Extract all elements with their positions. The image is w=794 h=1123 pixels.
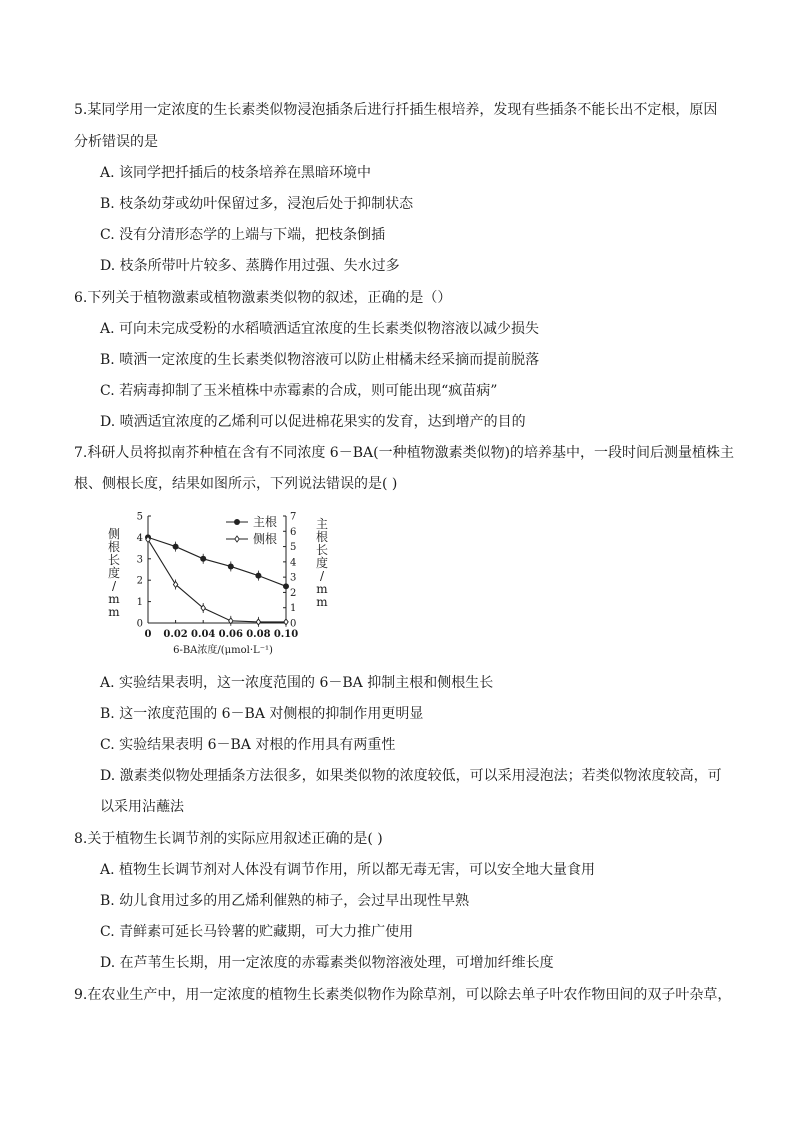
- right-y-tick-label: 0: [290, 618, 297, 630]
- right-y-tick-label: 1: [290, 603, 297, 615]
- left-y-tick-label: 2: [136, 575, 143, 587]
- q8-stem: 8.关于植物生长调节剂的实际应用叙述正确的是( ): [74, 831, 383, 847]
- x-tick-label: 0: [144, 629, 152, 640]
- q7-option-a: A. 实验结果表明，这一浓度范围的 6－BA 抑制主根和侧根生长: [100, 675, 494, 691]
- main-root-point: [228, 563, 234, 569]
- left-y-tick-label: 5: [136, 511, 143, 523]
- q6-option-b: B. 喷洒一定浓度的生长素类似物溶液可以防止柑橘未经采摘而提前脱落: [100, 352, 540, 368]
- right-y-tick-label: 7: [290, 511, 297, 523]
- x-tick-label: 0.08: [246, 629, 271, 640]
- q6-stem: 6.下列关于植物激素或植物激素类似物的叙述，正确的是（）: [74, 290, 452, 306]
- right-y-tick-label: 3: [290, 572, 297, 584]
- legend-main-label: 主根: [253, 515, 278, 529]
- q6-option-c: C. 若病毒抑制了玉米植株中赤霉素的合成，则可能出现“疯苗病”: [100, 383, 498, 399]
- lateral-root-point: [256, 619, 260, 625]
- right-y-tick-label: 5: [290, 542, 297, 554]
- q7-stem-line1: 7.科研人员将拟南芥种植在含有不同浓度 6－BA(一种植物激素类似物)的培养基中，一段时间后测量植株主: [74, 445, 735, 461]
- q7-option-b: B. 这一浓度范围的 6－BA 对侧根的抑制作用更明显: [100, 706, 424, 722]
- lateral-root-point: [201, 605, 205, 611]
- left-y-tick-label: 1: [136, 597, 143, 609]
- q8-option-c: C. 青鲜素可延长马铃薯的贮藏期，可大力推广使用: [100, 924, 414, 940]
- left-y-tick-label: 0: [136, 618, 143, 630]
- q5-stem-line2: 分析错误的是: [74, 134, 158, 150]
- q8-option-d: D. 在芦苇生长期，用一定浓度的赤霉素类似物溶液处理，可增加纤维长度: [100, 955, 554, 971]
- left-y-tick-label: 4: [136, 532, 143, 544]
- q5-option-c: C. 没有分清形态学的上端与下端，把枝条倒插: [100, 227, 386, 243]
- q6-option-a: A. 可向未完成受粉的水稻喷洒适宜浓度的生长素类似物溶液以减少损失: [100, 321, 540, 337]
- main-root-point: [283, 583, 289, 589]
- x-axis-label: 6-BA浓度/(μmol·L⁻¹): [173, 645, 273, 656]
- q5-stem-line1: 5.某同学用一定浓度的生长素类似物浸泡插条后进行扦插生根培养，发现有些插条不能长出不定根，原因: [74, 102, 718, 118]
- q7-option-d-line1: D. 激素类似物处理插条方法很多，如果类似物的浓度较低，可以采用浸泡法；若类似物浓度较高，可: [100, 768, 722, 784]
- q8-option-b: B. 幼儿食用过多的用乙烯利催熟的柿子，会过早出现性早熟: [100, 893, 470, 909]
- x-tick-label: 0.06: [218, 629, 243, 640]
- left-y-tick-label: 3: [136, 554, 143, 566]
- right-y-tick-label: 6: [290, 526, 297, 538]
- q7-option-d-line2: 以采用沾蘸法: [100, 799, 184, 815]
- q5-option-a: A. 该同学把扦插后的枝条培养在黑暗环境中: [100, 165, 372, 181]
- right-y-tick-label: 4: [290, 557, 297, 569]
- x-tick-label: 0.10: [273, 629, 299, 640]
- q6-option-d: D. 喷洒适宜浓度的乙烯利可以促进棉花果实的发育，达到增产的目的: [100, 414, 526, 430]
- q5-option-b: B. 枝条幼芽或幼叶保留过多，浸泡后处于抑制状态: [100, 196, 414, 212]
- q9-stem-line1: 9.在农业生产中，用一定浓度的植物生长素类似物作为除草剂，可以除去单子叶农作物田间的双子叶杂草，: [74, 987, 732, 1003]
- main-root-point: [200, 556, 206, 562]
- q7-line-chart: [100, 506, 330, 666]
- legend-main-marker: [234, 519, 240, 525]
- right-y-axis-label: 主根长度/ m m: [315, 517, 329, 609]
- right-y-tick-label: 2: [290, 587, 297, 599]
- main-root-point: [173, 544, 179, 550]
- main-root-point: [255, 573, 261, 579]
- x-tick-label: 0.02: [163, 629, 188, 640]
- lateral-root-point: [284, 619, 288, 625]
- q7-stem-line2: 根、侧根长度，结果如图所示，下列说法错误的是( ): [74, 476, 398, 492]
- q7-option-c: C. 实验结果表明 6－BA 对根的作用具有两重性: [100, 737, 396, 753]
- legend-lateral-marker: [235, 536, 239, 542]
- q8-option-a: A. 植物生长调节剂对人体没有调节作用，所以都无毒无害，可以安全地大量食用: [100, 862, 596, 878]
- legend-lateral-label: 侧根: [253, 532, 278, 546]
- left-y-axis-label: 侧根长度/ m m: [107, 527, 121, 619]
- q5-option-d: D. 枝条所带叶片较多、蒸腾作用过强、失水过多: [100, 258, 400, 274]
- x-tick-label: 0.04: [191, 629, 216, 640]
- lateral-root-line: [148, 540, 286, 622]
